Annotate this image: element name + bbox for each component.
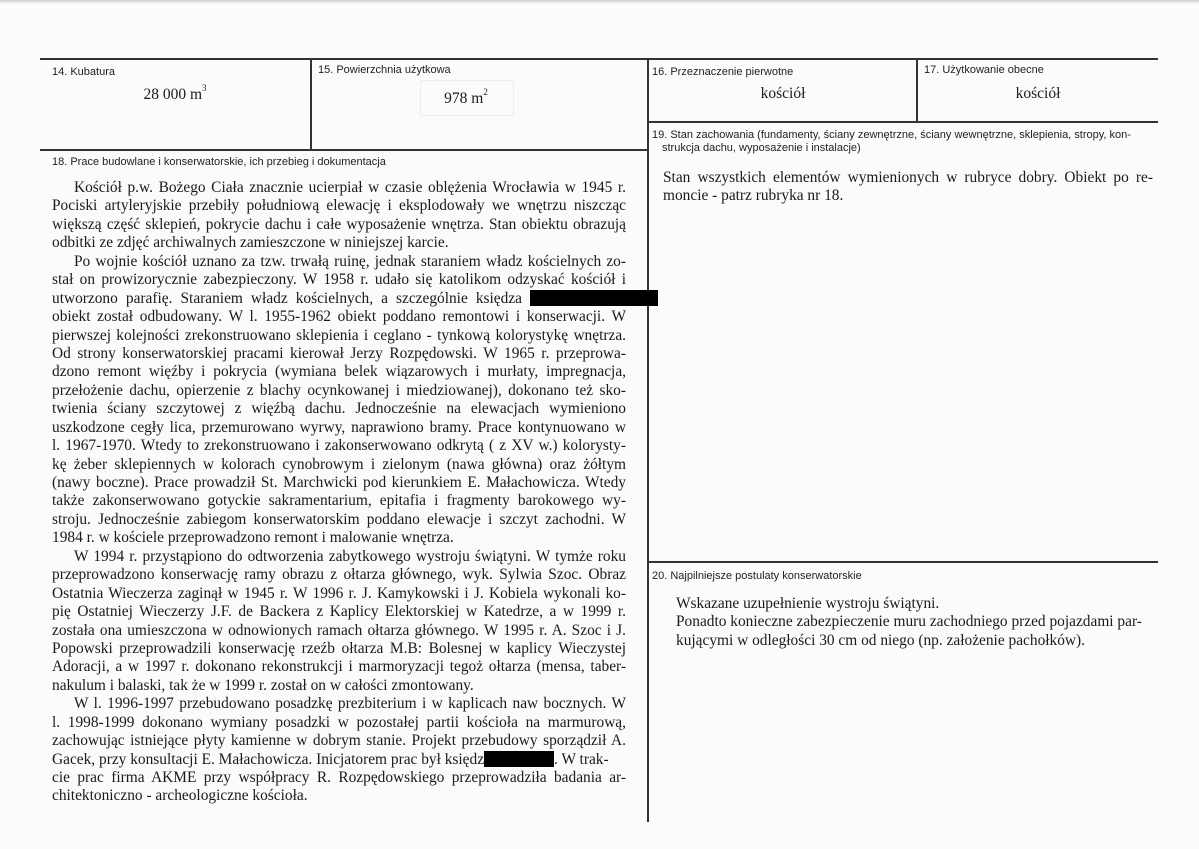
field-18-text <box>52 179 626 806</box>
text-line: stroju. Jednocześnie zabiegom konserwatorskim poddano elewacje i szczyt zachodni. W <box>52 510 626 528</box>
divider <box>647 58 649 822</box>
text-line: l. 1967-1970. Wtedy to zrekonstruowano i zakonserwowano odkrytą ( z XV w.) kolorysty- <box>52 437 626 455</box>
unit-exponent: 2 <box>483 87 488 97</box>
text-line: Kościół p.w. Bożego Ciała znacznie ucierpiał w czasie oblężenia Wrocławia w 1945 r. <box>74 179 626 196</box>
divider <box>648 121 1158 123</box>
kubatura-value: 28 000 m <box>143 86 203 103</box>
text-line: została ona umieszczona w odnowionych ramach ołtarza głównego. W 1995 r. A. Szoc i J. <box>52 621 626 639</box>
text-line: twienia ściany szczytowej z więźbą dachu. Jednocześnie na elewacjach wymieniono <box>52 400 626 418</box>
text-line: pierwszej kolejności zrekonstruowano sklepienia i ceglano - tynkową kolorystykę wnętrza. <box>52 326 626 344</box>
paragraph <box>52 548 626 696</box>
text-line: Ponadto konieczne zabezpieczenie muru zachodniego przed pojazdami par- <box>676 613 1142 631</box>
paragraph <box>52 179 626 253</box>
text-line: moncie - patrz rubryka nr 18. <box>663 187 844 205</box>
text-line: Popowski przeprowadzili konserwację rzeźb ołtarza M.B: Bolesnej w kaplicy Wieczystej <box>52 639 626 657</box>
text-line: l. 1998-1999 dokonano wymiany posadzki w pozostałej partii kościoła na marmurową, <box>52 713 626 731</box>
text-line: W 1994 r. przystąpiono do odtworzenia zabytkowego wystroju świątyni. W tymże roku <box>74 547 626 565</box>
text-line: (nawy boczne). Prace prowadził St. Marchwicki pod kierunkiem E. Małachowicza. Wtedy <box>52 474 626 491</box>
text-line: przełożenie dachu, opierzenie z blachy ocynkowanej i miedziowanej), dokonano też sko- <box>52 381 626 399</box>
text-line: cie prac firma AKME przy współpracy R. Rozpędowskiego przeprowadziła badania ar- <box>52 769 626 786</box>
divider <box>310 58 312 150</box>
field-19-text <box>663 169 1153 206</box>
divider <box>648 561 1158 563</box>
text-line: Ostatnia Wieczerza zaginął w 1945 r. W 1996 r. J. Kamykowski i J. Kobiela wykonali ko- <box>52 584 626 602</box>
field-17-value: kościół <box>1015 85 1061 102</box>
text-line: zachowując istniejące płyty kamienne w dobrym stanie. Projekt przebudowy sporządził A. <box>52 732 626 750</box>
divider <box>40 149 648 151</box>
text-line: Od strony konserwatorskiej pracami kierował Jerzy Rozpędowski. W 1965 r. przeprowa- <box>52 344 626 362</box>
text-fragment: . W trak- <box>554 750 609 768</box>
text-line <box>52 751 626 769</box>
text-line: także zakonserwowano gotyckie sakramentarium, epitafia i fragmenty barokowego wy- <box>52 492 626 510</box>
text-line: kującymi w odległości 30 cm od niego (np. założenie pachołków). <box>676 631 1086 649</box>
divider <box>40 58 1158 60</box>
text-line: nakulum i balaski, tak że w 1999 r. został on w całości zmontowany. <box>52 676 474 694</box>
field-16-value: kościół <box>760 85 806 102</box>
scan-edge <box>0 0 1199 4</box>
text-line: 1984 r. w kościele przeprowadzono remont i malowanie wnętrza. <box>52 529 454 547</box>
text-line: Adoracji, a w 1997 r. dokonano rekonstrukcji i marmoryzacji tegoż ołtarza (mensa, taber- <box>52 658 626 676</box>
text-line: Wskazane uzupełnienie wystroju świątyni. <box>676 595 940 612</box>
text-line: kę żeber sklepiennych w kolorach cynobrowym i zielonym (nawa główna) oraz żółtym <box>52 455 626 473</box>
text-fragment: Gacek, przy konsultacji E. Małachowicza. Inicjatorem prac był księdz <box>52 750 485 768</box>
unit-exponent: 3 <box>202 83 207 93</box>
text-line: chitektoniczno - archeologiczne kościoła. <box>52 787 308 805</box>
redaction-box <box>484 751 554 767</box>
field-19-label <box>652 129 1131 155</box>
text-line: Po wojnie kościół uznano za tzw. trwałą ruinę, jednak staraniem władz kościelnych zo- <box>74 252 626 270</box>
field-20-text <box>676 595 1141 650</box>
paragraph <box>52 253 626 548</box>
text-line: Pociski artyleryjskie przebiły południową elewację i eksplodowały we wnętrzu niszcząc <box>52 197 626 215</box>
field-15-value <box>420 87 512 108</box>
paragraph <box>52 695 626 806</box>
field-18-label: 18. Prace budowlane i konserwatorskie, ich przebieg i dokumentacja <box>52 156 386 168</box>
field-17-label: 17. Użytkowanie obecne <box>924 64 1044 76</box>
powierzchnia-value: 978 m <box>444 90 484 107</box>
text-line: pię Ostatniej Wieczerzy J.F. de Backera z Kaplicy Elektorskiej w Katedrze, a w 1999 r. <box>52 603 626 621</box>
field-14-value <box>60 83 290 104</box>
field-15-label: 15. Powierzchnia użytkowa <box>318 64 451 76</box>
field-19-label-line: strukcja dachu, wyposażenie i instalacje) <box>662 142 861 154</box>
redaction-box <box>530 290 658 306</box>
text-line: przeprowadzono konserwację ramy obrazu z ołtarza głównego, wyk. Sylwia Szoc. Obraz <box>52 566 626 584</box>
text-line: większą część sklepień, pokrycie dachu i całe wyposażenie wnętrza. Stan obiektu obrazują <box>52 215 626 233</box>
text-line: odbitki ze zdjęć archiwalnych zamieszczone w niniejszej karcie. <box>52 234 449 252</box>
text-line: dzono remont więźby i pokrycia (wymiana belek wiązarowych i murłaty, impregnacja, <box>52 363 626 381</box>
text-line: stał on prowizorycznie zabezpieczony. W 1958 r. udało się katolikom odzyskać kościół i <box>52 271 626 289</box>
text-line: obiekt został odbudowany. W l. 1955-1962 obiekt poddano remontowi i konserwacji. W <box>52 308 626 326</box>
field-16-label: 16. Przeznaczenie pierwotne <box>652 66 794 78</box>
text-line: Stan wszystkich elementów wymienionych w rubryce dobry. Obiekt po re- <box>663 169 1153 186</box>
text-fragment: utworzono parafię. Staraniem władz kościelnych, a szczególnie księdza <box>52 289 522 307</box>
field-19-label-line: 19. Stan zachowania (fundamenty, ściany zewnętrzne, ściany wewnętrzne, sklepienia, stropy, kon- <box>652 129 1131 141</box>
text-line: uszkodzone cegły lica, przemurowano wyrwy, naprawiono bramy. Prace kontynuowano w <box>52 418 626 436</box>
field-20-label: 20. Najpilniejsze postulaty konserwatorskie <box>652 570 862 582</box>
text-line: W l. 1996-1997 przebudowano posadzkę prezbiterium i w kaplicach naw bocznych. W <box>74 695 626 713</box>
field-14-label: 14. Kubatura <box>52 66 115 78</box>
text-line <box>52 290 626 308</box>
